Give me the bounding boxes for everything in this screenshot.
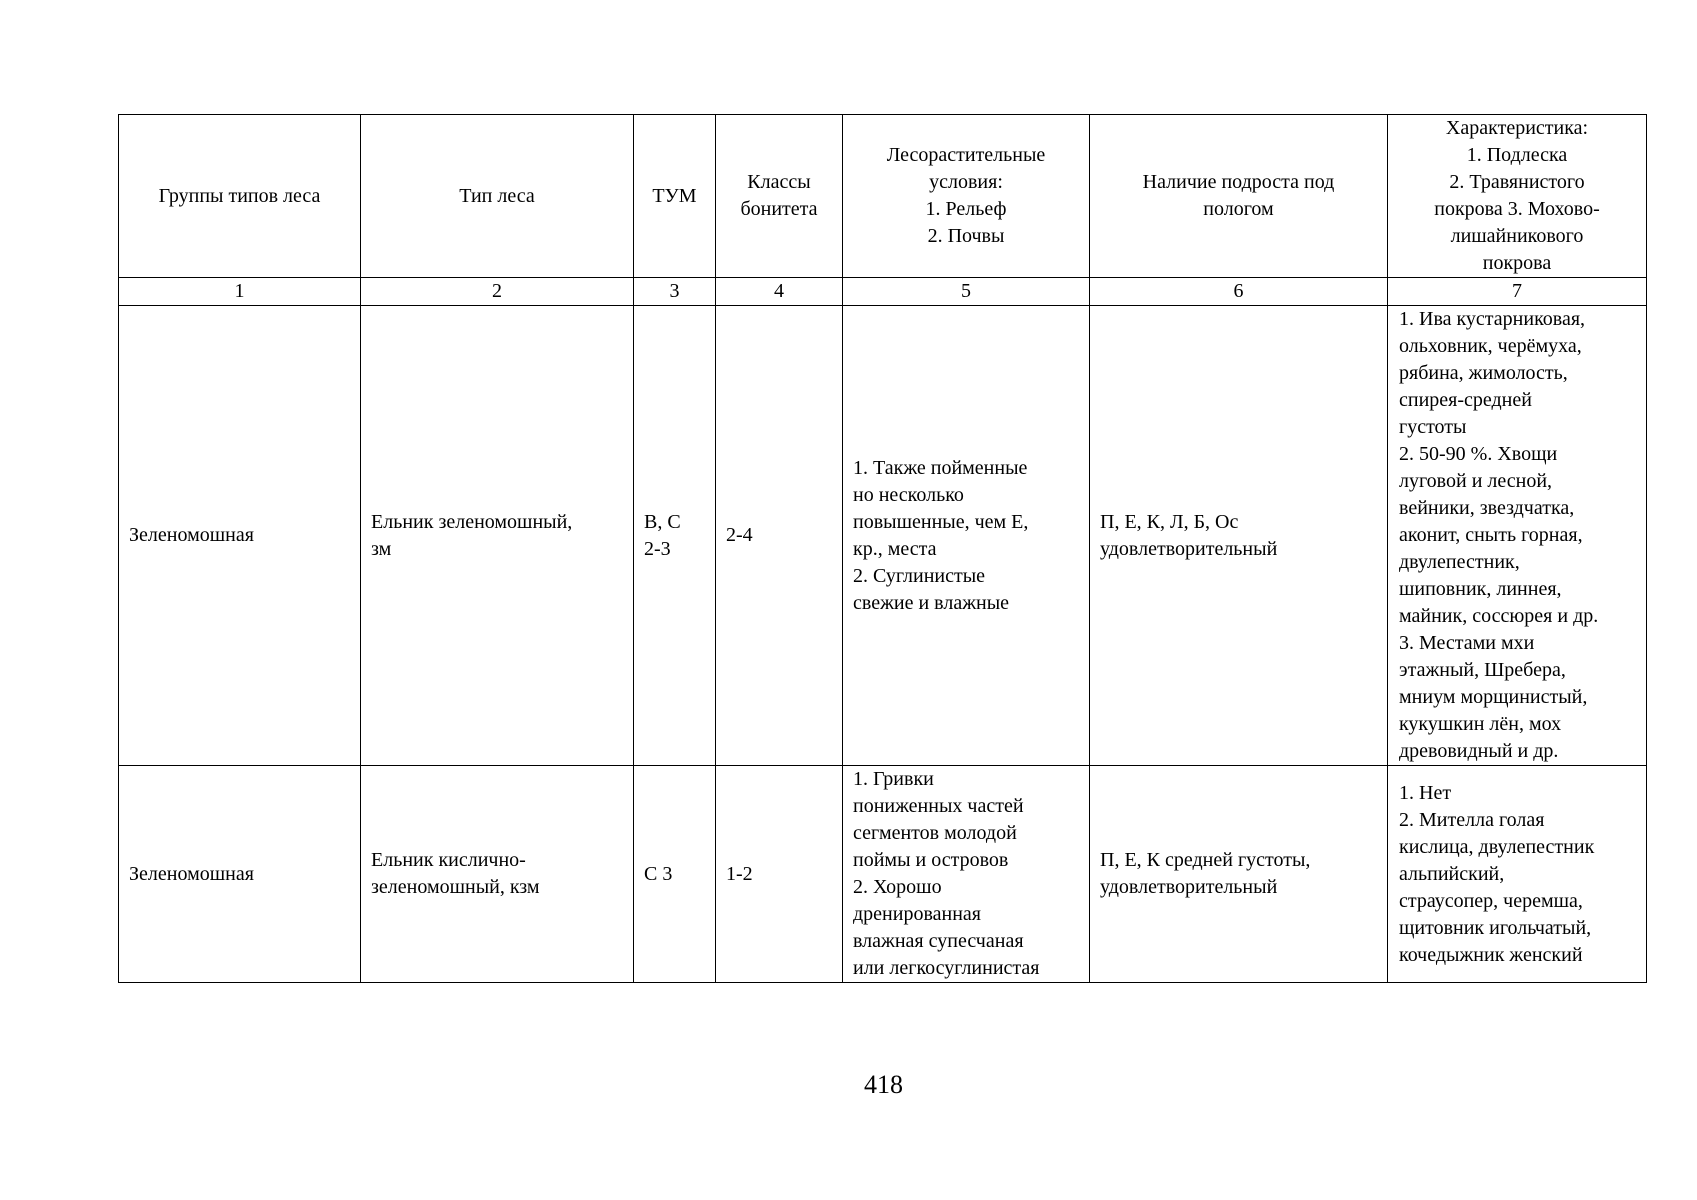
cell-tum: С 3 xyxy=(634,766,716,983)
cell-forest-group: Зеленомошная xyxy=(119,766,361,983)
header-bonitet-class: Классы бонитета xyxy=(716,115,843,278)
table-header-row xyxy=(119,115,1647,278)
cell-undergrowth: П, Е, К средней густоты, удовлетворительный xyxy=(1090,766,1388,983)
column-number: 6 xyxy=(1090,278,1388,306)
cell-forest-group: Зеленомошная xyxy=(119,306,361,766)
cell-growing-conditions: 1. Также пойменные но несколько повышенные, чем Е, кр., места 2. Суглинистые свежие и влажные xyxy=(843,306,1090,766)
table-row xyxy=(119,766,1647,983)
cell-forest-type: Ельник зеленомошный, зм xyxy=(361,306,634,766)
header-undergrowth: Наличие подроста под пологом xyxy=(1090,115,1388,278)
column-number: 7 xyxy=(1388,278,1647,306)
header-tum: ТУМ xyxy=(634,115,716,278)
cell-forest-type: Ельник кислично- зеленомошный, кзм xyxy=(361,766,634,983)
cell-bonitet: 2-4 xyxy=(716,306,843,766)
column-number: 2 xyxy=(361,278,634,306)
cell-growing-conditions: 1. Гривки пониженных частей сегментов молодой поймы и островов 2. Хорошо дренированная влажная супесчаная или легкосуглинистая xyxy=(843,766,1090,983)
column-number: 1 xyxy=(119,278,361,306)
header-growing-conditions: Лесорастительные условия: 1. Рельеф 2. Почвы xyxy=(843,115,1090,278)
cell-bonitet: 1-2 xyxy=(716,766,843,983)
page-number: 418 xyxy=(864,1070,903,1099)
column-number: 5 xyxy=(843,278,1090,306)
table-row xyxy=(119,306,1647,766)
cell-characteristics: 1. Ива кустарниковая, ольховник, черёмуха, рябина, жимолость, спирея-средней густоты 2. 50-90 %. Хвощи луговой и лесной, вейники, звездчатка, аконит, сныть горная, двулепестник, шиповник, линнея, майник, соссюрея и др. 3. Местами мхи этажный, Шребера, мниум морщинистый, кукушкин лён, мох древовидный и др. xyxy=(1388,306,1647,766)
header-characteristics: Характеристика: 1. Подлеска 2. Травянистого покрова 3. Мохово- лишайникового покрова xyxy=(1388,115,1647,278)
cell-characteristics: 1. Нет 2. Мителла голая кислица, двулепестник альпийский, страусопер, черемша, щитовник игольчатый, кочедыжник женский xyxy=(1388,766,1647,983)
column-number: 3 xyxy=(634,278,716,306)
column-number: 4 xyxy=(716,278,843,306)
cell-undergrowth: П, Е, К, Л, Б, Ос удовлетворительный xyxy=(1090,306,1388,766)
cell-tum: В, С 2-3 xyxy=(634,306,716,766)
column-number-row xyxy=(119,278,1647,306)
forest-types-table xyxy=(118,114,1647,983)
header-forest-group: Группы типов леса xyxy=(119,115,361,278)
header-forest-type: Тип леса xyxy=(361,115,634,278)
